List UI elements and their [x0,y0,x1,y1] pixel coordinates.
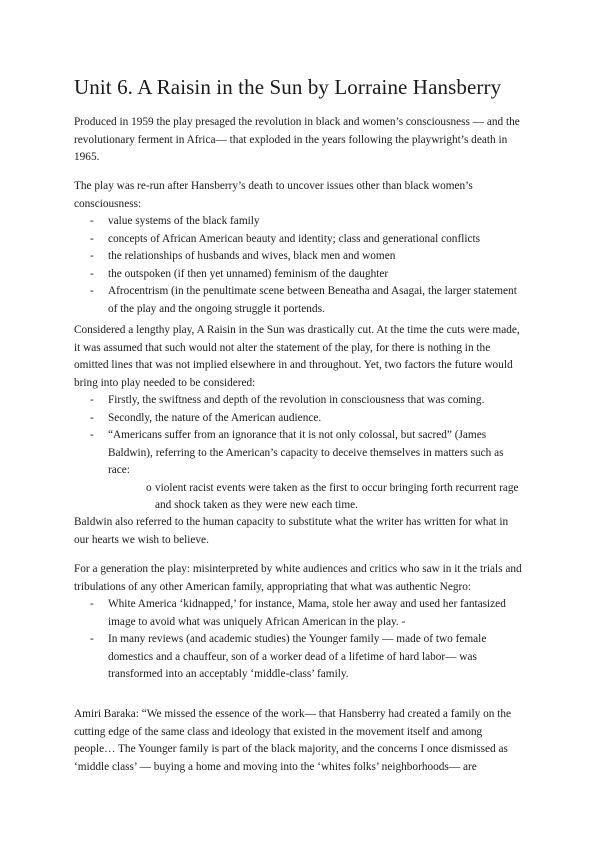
baraka-paragraph-block [74,706,526,776]
baldwin-paragraph: Baldwin also referred to the human capacity to substitute what the writer has written for what in our hearts we wish to believe. [74,516,509,546]
list-item: - “Americans suffer from an ignorance that it is not only colossal, but sacred” (James Baldwin), referring to the American’s capacity to deceive themselves in matters such as race: [74,427,526,480]
baldwin-paragraph-block [74,514,526,549]
list-item: - the relationships of husbands and wives, black men and women [74,248,526,266]
rerun-paragraph: The play was re-run after Hansberry’s death to uncover issues other than black women’s consciousness: [74,180,473,210]
misinterpretation-list [74,596,526,684]
list-item: - Firstly, the swiftness and depth of the revolution in consciousness that was coming. [74,392,526,410]
list-item: - Secondly, the nature of the American audience. [74,410,526,428]
intro-paragraph: Produced in 1959 the play presaged the revolution in black and women’s consciousness — and the revolutionary ferment in Africa— that exploded in the years following the playwright’s death in 1965. [74,116,520,163]
intro-paragraph-block [74,114,526,167]
rerun-section [74,178,526,318]
sublist-item-text: o violent racist events were taken as the first to occur bringing forth recurrent rage and shock taken as they were new each time. [155,481,519,511]
generation-section [74,561,526,684]
list-item: - value systems of the black family [74,213,526,231]
race-sublist [74,480,526,515]
page-title: Unit 6. A Raisin in the Sun by Lorraine Hansberry [74,75,502,99]
list-item: - Afrocentrism (in the penultimate scene between Beneatha and Asagai, the larger statement of the play and the ongoing struggle it portends. [74,283,526,318]
sublist-item [74,480,526,515]
factors-list [74,392,526,480]
list-item: - the outspoken (if then yet unnamed) feminism of the daughter [74,266,526,284]
list-item: - White America ‘kidnapped,’ for instance, Mama, stole her away and used her fantasized image to avoid what was uniquely African American in the play. - [74,596,526,631]
cuts-section [74,322,526,515]
list-item: - concepts of African American beauty and identity; class and generational conflicts [74,231,526,249]
cuts-paragraph: Considered a lengthy play, A Raisin in the Sun was drastically cut. At the time the cuts were made, it was assumed that such would not alter the statement of the play, for there is nothing in the omitted lines that was not implied elsewhere in and throughout. Yet, two factors the future would bring into play needed to be considered: [74,324,520,389]
list-item: - In many reviews (and academic studies) the Younger family — made of two female domestics and a chauffeur, son of a worker dead of a lifetime of hard labor— was transformed into an acceptably ‘middle-class’ family. [74,631,526,684]
generation-paragraph: For a generation the play: misinterpreted by white audiences and critics who saw in it the trials and tribulations of any other American family, appropriating that what was authentic Negro: [74,563,522,593]
baraka-paragraph: Amiri Baraka: “We missed the essence of the work— that Hansberry had created a family on the cutting edge of the same class and ideology that existed in the movement itself and among people… The Younger family is part of the black majority, and the concerns I once dismissed as ‘middle class’ — buying a home and moving into the ‘whites folks’ neighborhoods— are [74,708,511,773]
issues-list [74,213,526,318]
